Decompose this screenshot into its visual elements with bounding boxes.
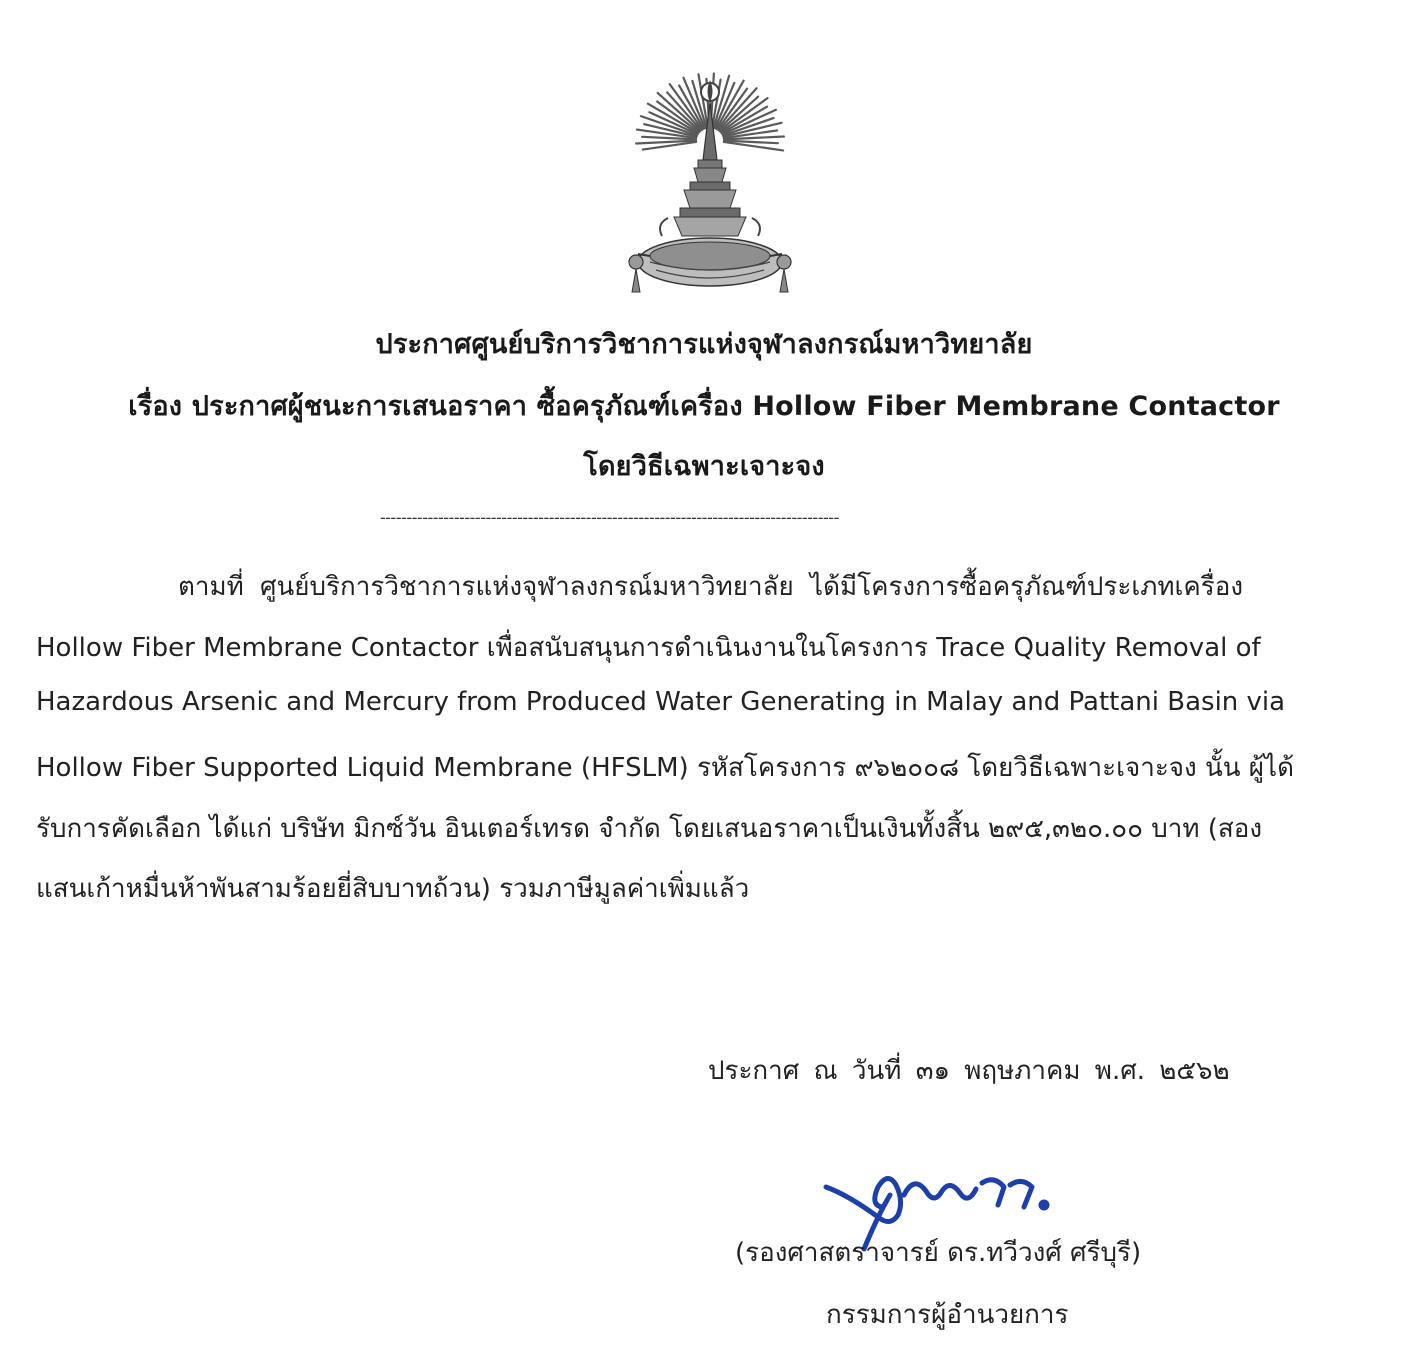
body-line-4: Hollow Fiber Supported Liquid Membrane (HFSLM) รหัสโครงการ ๙๖๒๐๐๘ โดยวิธีเฉพาะเจาะจง นั้น ผู้ได้ — [36, 753, 1295, 783]
university-emblem-icon — [610, 40, 810, 308]
announcement-subject: เรื่อง ประกาศผู้ชนะการเสนอราคา ซื้อครุภัณฑ์เครื่อง Hollow Fiber Membrane Contactor — [128, 391, 1280, 422]
body-line-2: Hollow Fiber Membrane Contactor เพื่อสนับสนุนการดำเนินงานในโครงการ Trace Quality Removal of — [36, 633, 1261, 663]
body-line-1: ตามที่ ศูนย์บริการวิชาการแห่งจุฬาลงกรณ์มหาวิทยาลัย ได้มีโครงการซื้อครุภัณฑ์ประเภทเครื่อง — [178, 572, 1244, 602]
signer-position: กรรมการผู้อำนวยการ — [826, 1300, 1069, 1330]
section-divider: --------------------------------------------------------------------------------------- — [380, 508, 839, 527]
body-line-5: รับการคัดเลือก ได้แก่ บริษัท มิกซ์วัน อินเตอร์เทรด จำกัด โดยเสนอราคาเป็นเงินทั้งสิ้น ๒๙๕,๓๒๐.๐๐ บาท (สอง — [36, 814, 1263, 844]
procurement-method: โดยวิธีเฉพาะเจาะจง — [583, 451, 825, 482]
body-line-6: แสนเก้าหมื่นห้าพันสามร้อยยี่สิบบาทถ้วน) รวมภาษีมูลค่าเพิ่มแล้ว — [36, 874, 750, 904]
signer-name: (รองศาสตราจารย์ ดร.ทวีวงศ์ ศรีบุรี) — [735, 1238, 1142, 1268]
announcement-heading: ประกาศศูนย์บริการวิชาการแห่งจุฬาลงกรณ์มหาวิทยาลัย — [375, 329, 1033, 360]
body-line-3: Hazardous Arsenic and Mercury from Produced Water Generating in Malay and Pattani Basin via — [36, 687, 1286, 717]
announcement-date: ประกาศ ณ วันที่ ๓๑ พฤษภาคม พ.ศ. ๒๕๖๒ — [708, 1056, 1230, 1086]
